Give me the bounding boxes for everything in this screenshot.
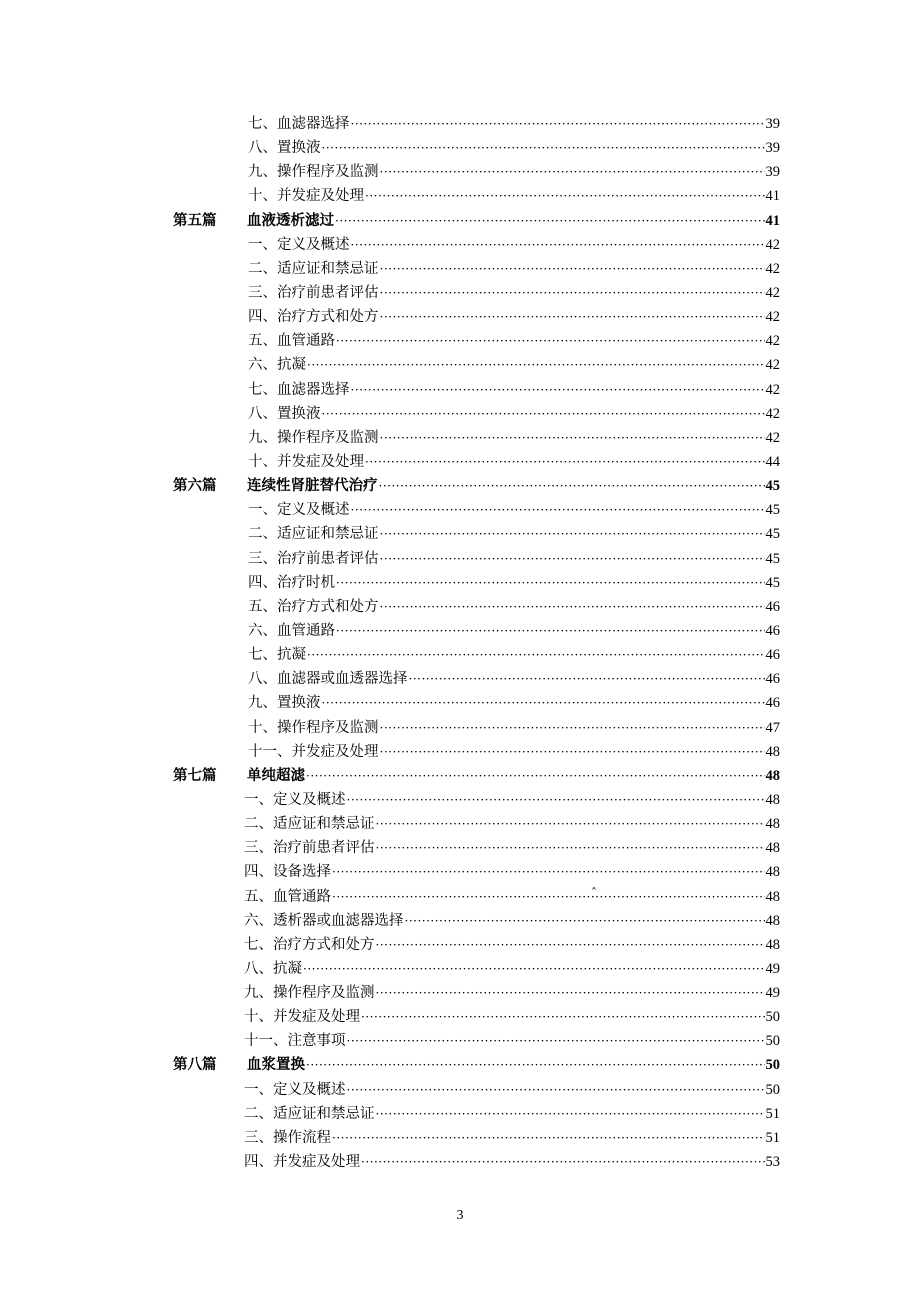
dot-leader: [306, 764, 765, 788]
toc-entry-row: [0, 716, 920, 740]
toc-entry-row: [0, 353, 920, 377]
toc-entry-row: [0, 981, 920, 1005]
entry-page-number: 48: [765, 912, 780, 929]
entry-page-number: 46: [765, 671, 780, 688]
entry-title: 血液透析滤过: [247, 212, 334, 229]
toc-entry-row: [0, 522, 920, 546]
entry-page-number: 41: [765, 212, 780, 229]
toc-entry: [248, 402, 780, 426]
toc-entry-row: [0, 184, 920, 208]
toc-entry: [244, 909, 780, 933]
dot-leader: [307, 353, 765, 377]
toc-entry: [244, 957, 780, 981]
toc-entry-row: [0, 1126, 920, 1150]
toc-entry-row: [0, 691, 920, 715]
toc-entry-row: [0, 329, 920, 353]
toc-entry: [248, 691, 780, 715]
entry-title: 五、治疗方式和处方: [248, 598, 379, 615]
dot-leader: [376, 1102, 765, 1126]
dot-leader: [376, 933, 765, 957]
page-number: 3: [456, 1208, 464, 1223]
entry-title: 六、血管通路: [248, 622, 335, 639]
dot-leader: [351, 233, 765, 257]
entry-title: 八、血滤器或血透器选择: [248, 671, 408, 688]
entry-title: 八、抗凝: [244, 960, 302, 977]
entry-title: 三、操作流程: [244, 1129, 331, 1146]
dot-leader: [351, 498, 765, 522]
toc-entry: [248, 547, 780, 571]
toc-entry: [248, 571, 780, 595]
dot-leader: [322, 402, 765, 426]
entry-title: 单纯超滤: [247, 767, 305, 784]
entry-title: 八、置换液: [248, 405, 321, 422]
toc-entry: [244, 1102, 780, 1126]
toc-entry-row: [0, 619, 920, 643]
entry-page-number: 39: [765, 116, 780, 132]
dot-leader: [380, 426, 765, 450]
entry-page-number: 48: [765, 888, 780, 905]
toc-entry: [244, 981, 780, 1005]
dot-leader: [361, 1005, 765, 1029]
entry-title: 二、适应证和禁忌证: [244, 1105, 375, 1122]
dot-leader: [307, 643, 765, 667]
toc-entry: [248, 160, 780, 184]
entry-page-number: 42: [765, 236, 780, 253]
entry-page-number: 45: [765, 550, 780, 567]
chapter-label: 第五篇: [173, 211, 217, 229]
toc-entry: [248, 426, 780, 450]
toc-entry: [247, 764, 780, 788]
entry-title: 一、定义及概述: [244, 791, 346, 808]
dot-leader: [336, 619, 765, 643]
toc-chapter-row: [0, 1053, 920, 1077]
entry-page-number: 48: [765, 743, 780, 760]
toc-entry-row: [0, 498, 920, 522]
toc-entry: [248, 716, 780, 740]
dot-leader: [380, 522, 765, 546]
entry-title: 一、定义及概述: [248, 502, 350, 519]
dot-leader: [351, 378, 765, 402]
toc-entry-row: [0, 885, 920, 909]
toc-entry-row: [0, 112, 920, 136]
toc-entry: [248, 136, 780, 160]
chapter-label: 第六篇: [173, 477, 217, 495]
entry-title: 七、抗凝: [248, 647, 306, 664]
dot-leader: [365, 184, 765, 208]
toc-entry-row: [0, 957, 920, 981]
chapter-label: 第八篇: [173, 1056, 217, 1074]
toc-entry: [244, 836, 780, 860]
toc-entry-row: [0, 305, 920, 329]
entry-page-number: 42: [765, 429, 780, 446]
entry-page-number: 42: [765, 357, 780, 374]
entry-page-number: 53: [765, 1154, 780, 1171]
entry-page-number: 51: [765, 1105, 780, 1122]
toc-entry: [248, 305, 780, 329]
entry-page-number: 50: [765, 1009, 780, 1026]
toc-entry-row: [0, 160, 920, 184]
dot-leader: [306, 1053, 765, 1077]
entry-page-number: 46: [765, 647, 780, 664]
toc-entry-row: [0, 257, 920, 281]
toc-entry-row: [0, 378, 920, 402]
toc-entry: [247, 474, 780, 498]
dot-leader: [405, 909, 765, 933]
dot-leader: [347, 1078, 765, 1102]
entry-title: 三、治疗前患者评估: [244, 840, 375, 857]
dot-leader: [376, 836, 765, 860]
dot-leader: [376, 812, 765, 836]
toc-entry-row: [0, 595, 920, 619]
toc-entry-row: [0, 1150, 920, 1174]
entry-page-number: 46: [765, 695, 780, 712]
chapter-label: 第七篇: [173, 766, 217, 784]
entry-page-number: 50: [765, 1057, 780, 1074]
toc-entry: [244, 1078, 780, 1102]
dot-leader: [376, 981, 765, 1005]
dot-leader: [332, 1126, 765, 1150]
entry-page-number: 45: [765, 502, 780, 519]
toc-entry: [248, 184, 780, 208]
entry-title: 七、治疗方式和处方: [244, 936, 375, 953]
dot-leader: [380, 547, 765, 571]
entry-page-number: 39: [765, 140, 780, 157]
toc-entry: [244, 933, 780, 957]
entry-page-number: 49: [765, 960, 780, 977]
dot-leader: [365, 450, 765, 474]
entry-page-number: 47: [765, 719, 780, 736]
toc-entry: [244, 1005, 780, 1029]
entry-title: 二、适应证和禁忌证: [248, 526, 379, 543]
entry-page-number: 48: [765, 767, 780, 784]
toc-entry-row: [0, 740, 920, 764]
entry-page-number: 50: [765, 1033, 780, 1050]
entry-title: 一、定义及概述: [248, 236, 350, 253]
toc-entry: [248, 619, 780, 643]
entry-page-number: 39: [765, 164, 780, 181]
entry-title: 五、血管通路: [248, 333, 335, 350]
dot-leader: [336, 329, 765, 353]
dot-leader: [351, 112, 765, 136]
toc-entry-row: [0, 233, 920, 257]
entry-page-number: 45: [765, 526, 780, 543]
entry-title: 九、操作程序及监测: [248, 429, 379, 446]
toc-entry: [248, 233, 780, 257]
dot-leader: [409, 667, 765, 691]
toc-entry-row: [0, 1005, 920, 1029]
toc-entry: [248, 740, 780, 764]
entry-title: 二、适应证和禁忌证: [244, 816, 375, 833]
toc-entry: [247, 209, 780, 233]
toc-entry: [244, 1029, 780, 1053]
entry-title: 十、并发症及处理: [248, 453, 364, 470]
entry-page-number: 48: [765, 816, 780, 833]
entry-title: 九、操作程序及监测: [248, 164, 379, 181]
toc-entry-row: [0, 860, 920, 884]
entry-title: 十一、注意事项: [244, 1033, 346, 1050]
entry-page-number: 42: [765, 381, 780, 398]
entry-page-number: 48: [765, 936, 780, 953]
entry-title: 四、治疗时机: [248, 574, 335, 591]
entry-title: 三、治疗前患者评估: [248, 550, 379, 567]
dot-leader: [303, 957, 765, 981]
dot-leader: [332, 860, 765, 884]
toc-entry-row: [0, 643, 920, 667]
dot-leader: [361, 1150, 765, 1174]
entry-title: 八、置换液: [248, 140, 321, 157]
entry-title: 五、血管通路: [244, 888, 331, 905]
toc-entry: [244, 788, 780, 812]
dot-leader: [380, 305, 765, 329]
entry-title: 十一、并发症及处理: [248, 743, 379, 760]
toc-entry-row: [0, 571, 920, 595]
dot-leader: [347, 788, 765, 812]
entry-page-number: 42: [765, 333, 780, 350]
dot-leader: [380, 716, 765, 740]
toc-entry-row: [0, 909, 920, 933]
dot-leader: [380, 257, 765, 281]
entry-title: 连续性肾脏替代治疗: [247, 478, 378, 495]
entry-page-number: 42: [765, 405, 780, 422]
entry-title: 二、适应证和禁忌证: [248, 260, 379, 277]
entry-page-number: 50: [765, 1081, 780, 1098]
toc-entry-row: [0, 450, 920, 474]
toc-entry: [244, 812, 780, 836]
toc-entry-row: [0, 1029, 920, 1053]
toc-chapter-row: [0, 474, 920, 498]
entry-title: 血浆置换: [247, 1057, 305, 1074]
toc-chapter-row: [0, 764, 920, 788]
toc-entry: [248, 353, 780, 377]
toc-entry: [248, 595, 780, 619]
toc-entry-row: [0, 836, 920, 860]
toc-entry-row: [0, 402, 920, 426]
toc-entry-row: [0, 1078, 920, 1102]
toc-entry: [248, 667, 780, 691]
table-of-contents: [0, 112, 920, 1174]
toc-entry-row: [0, 812, 920, 836]
dot-leader: [336, 571, 765, 595]
toc-entry: [244, 860, 780, 884]
entry-page-number: 46: [765, 598, 780, 615]
toc-entry: [248, 112, 780, 136]
entry-title: 四、治疗方式和处方: [248, 309, 379, 326]
toc-entry: [247, 1053, 780, 1077]
toc-entry-row: [0, 667, 920, 691]
entry-title: 九、置换液: [248, 695, 321, 712]
dot-leader: [335, 209, 765, 233]
toc-entry-row: [0, 788, 920, 812]
toc-entry: [248, 498, 780, 522]
toc-entry: [248, 257, 780, 281]
toc-entry-row: [0, 136, 920, 160]
entry-title: 九、操作程序及监测: [244, 985, 375, 1002]
entry-page-number: 48: [765, 791, 780, 808]
entry-page-number: 42: [765, 260, 780, 277]
entry-page-number: 45: [765, 478, 780, 495]
toc-entry: [244, 1126, 780, 1150]
toc-entry: [248, 378, 780, 402]
toc-entry: [248, 522, 780, 546]
dot-leader: [322, 136, 765, 160]
entry-page-number: 45: [765, 574, 780, 591]
entry-title: 四、设备选择: [244, 864, 331, 881]
stray-caret-mark: ˆ: [591, 885, 597, 900]
toc-entry: [244, 1150, 780, 1174]
dot-leader: [322, 691, 765, 715]
entry-title: 十、操作程序及监测: [248, 719, 379, 736]
entry-title: 三、治疗前患者评估: [248, 284, 379, 301]
entry-page-number: 42: [765, 284, 780, 301]
dot-leader: [379, 474, 765, 498]
entry-title: 六、透析器或血滤器选择: [244, 912, 404, 929]
dot-leader: [380, 281, 765, 305]
entry-title: 七、血滤器选择: [248, 116, 350, 132]
toc-entry: [248, 643, 780, 667]
entry-page-number: 48: [765, 840, 780, 857]
entry-title: 十、并发症及处理: [244, 1009, 360, 1026]
toc-entry-row: [0, 933, 920, 957]
toc-entry: [248, 450, 780, 474]
dot-leader: [347, 1029, 765, 1053]
dot-leader: [380, 595, 765, 619]
entry-page-number: 46: [765, 622, 780, 639]
toc-entry-row: [0, 547, 920, 571]
entry-page-number: 41: [765, 188, 780, 205]
toc-entry-row: [0, 426, 920, 450]
entry-page-number: 48: [765, 864, 780, 881]
toc-entry: [248, 329, 780, 353]
toc-entry: [244, 885, 780, 909]
toc-entry: [248, 281, 780, 305]
entry-page-number: 44: [765, 453, 780, 470]
entry-page-number: 49: [765, 985, 780, 1002]
dot-leader: [332, 885, 765, 909]
entry-title: 一、定义及概述: [244, 1081, 346, 1098]
dot-leader: [380, 740, 765, 764]
entry-title: 七、血滤器选择: [248, 381, 350, 398]
entry-page-number: 51: [765, 1129, 780, 1146]
entry-title: 十、并发症及处理: [248, 188, 364, 205]
toc-entry-row: [0, 1102, 920, 1126]
entry-title: 四、并发症及处理: [244, 1154, 360, 1171]
dot-leader: [380, 160, 765, 184]
toc-entry-row: [0, 281, 920, 305]
entry-page-number: 42: [765, 309, 780, 326]
entry-title: 六、抗凝: [248, 357, 306, 374]
toc-chapter-row: [0, 209, 920, 233]
